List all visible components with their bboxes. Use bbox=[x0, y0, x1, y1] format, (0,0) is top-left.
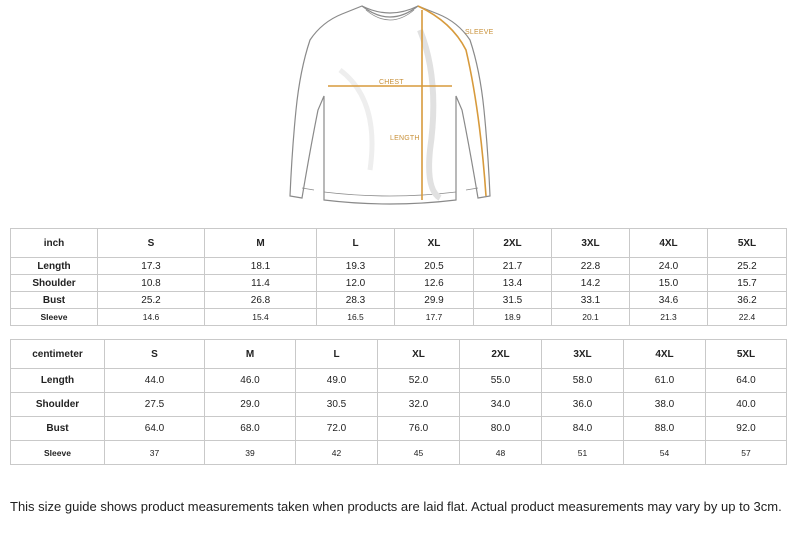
table-cell: 64.0 bbox=[706, 369, 787, 393]
shirt-body-outline bbox=[290, 6, 490, 204]
table-cell: 20.5 bbox=[395, 258, 474, 275]
table-cell: 40.0 bbox=[706, 393, 787, 417]
row-label: Length bbox=[11, 369, 105, 393]
size-header-4xl: 4XL bbox=[630, 229, 708, 258]
size-header-4xl: 4XL bbox=[624, 340, 706, 369]
size-header-5xl: 5XL bbox=[708, 229, 787, 258]
table-cell: 52.0 bbox=[378, 369, 460, 393]
table-cell: 17.3 bbox=[98, 258, 205, 275]
table-cell: 92.0 bbox=[706, 417, 787, 441]
table-cell: 49.0 bbox=[296, 369, 378, 393]
table-cell: 31.5 bbox=[474, 292, 552, 309]
table-cell: 32.0 bbox=[378, 393, 460, 417]
table-cell: 21.3 bbox=[630, 309, 708, 326]
table-cell: 18.1 bbox=[205, 258, 317, 275]
table-cell: 34.0 bbox=[460, 393, 542, 417]
table-cell: 25.2 bbox=[98, 292, 205, 309]
table-cell: 14.6 bbox=[98, 309, 205, 326]
size-header-5xl: 5XL bbox=[706, 340, 787, 369]
table-row bbox=[11, 309, 787, 326]
table-cell: 10.8 bbox=[98, 275, 205, 292]
row-label: Sleeve bbox=[11, 441, 105, 465]
table-cell: 88.0 bbox=[624, 417, 706, 441]
table-header-row bbox=[11, 340, 787, 369]
table-cell: 80.0 bbox=[460, 417, 542, 441]
table-cell: 29.9 bbox=[395, 292, 474, 309]
row-label: Shoulder bbox=[11, 393, 105, 417]
table-cell: 46.0 bbox=[205, 369, 296, 393]
size-header-3xl: 3XL bbox=[552, 229, 630, 258]
table-cell: 19.3 bbox=[317, 258, 395, 275]
table-cell: 34.6 bbox=[630, 292, 708, 309]
table-cell: 64.0 bbox=[105, 417, 205, 441]
table-cell: 14.2 bbox=[552, 275, 630, 292]
row-label: Bust bbox=[11, 417, 105, 441]
sleeve-label: SLEEVE bbox=[465, 29, 494, 36]
table-cell: 44.0 bbox=[105, 369, 205, 393]
table-header-row bbox=[11, 229, 787, 258]
unit-header: inch bbox=[11, 229, 98, 258]
table-cell: 36.0 bbox=[542, 393, 624, 417]
centimeter-size-table bbox=[10, 339, 787, 465]
table-cell: 38.0 bbox=[624, 393, 706, 417]
row-label: Length bbox=[11, 258, 98, 275]
table-cell: 48 bbox=[460, 441, 542, 465]
table-row bbox=[11, 258, 787, 275]
table-cell: 29.0 bbox=[205, 393, 296, 417]
table-cell: 51 bbox=[542, 441, 624, 465]
table-cell: 55.0 bbox=[460, 369, 542, 393]
table-cell: 61.0 bbox=[624, 369, 706, 393]
table-cell: 24.0 bbox=[630, 258, 708, 275]
table-cell: 12.0 bbox=[317, 275, 395, 292]
size-header-xl: XL bbox=[378, 340, 460, 369]
table-cell: 68.0 bbox=[205, 417, 296, 441]
table-cell: 84.0 bbox=[542, 417, 624, 441]
size-header-m: M bbox=[205, 229, 317, 258]
table-cell: 15.4 bbox=[205, 309, 317, 326]
long-sleeve-shirt-diagram bbox=[280, 0, 500, 210]
chest-label: CHEST bbox=[379, 79, 404, 86]
table-cell: 37 bbox=[105, 441, 205, 465]
table-cell: 72.0 bbox=[296, 417, 378, 441]
table-row bbox=[11, 275, 787, 292]
table-row bbox=[11, 369, 787, 393]
table-cell: 11.4 bbox=[205, 275, 317, 292]
table-cell: 26.8 bbox=[205, 292, 317, 309]
size-guide-note: This size guide shows product measurements taken when products are laid flat. Actual product measurements may vary by up to 3cm. bbox=[10, 499, 782, 514]
row-label: Shoulder bbox=[11, 275, 98, 292]
table-cell: 12.6 bbox=[395, 275, 474, 292]
size-header-l: L bbox=[317, 229, 395, 258]
table-cell: 28.3 bbox=[317, 292, 395, 309]
table-cell: 54 bbox=[624, 441, 706, 465]
inch-size-table bbox=[10, 228, 787, 326]
size-header-2xl: 2XL bbox=[474, 229, 552, 258]
table-cell: 21.7 bbox=[474, 258, 552, 275]
table-cell: 20.1 bbox=[552, 309, 630, 326]
table-cell: 45 bbox=[378, 441, 460, 465]
table-cell: 15.0 bbox=[630, 275, 708, 292]
table-cell: 16.5 bbox=[317, 309, 395, 326]
table-cell: 13.4 bbox=[474, 275, 552, 292]
size-header-2xl: 2XL bbox=[460, 340, 542, 369]
table-cell: 27.5 bbox=[105, 393, 205, 417]
size-header-l: L bbox=[296, 340, 378, 369]
table-cell: 15.7 bbox=[708, 275, 787, 292]
size-header-xl: XL bbox=[395, 229, 474, 258]
table-cell: 76.0 bbox=[378, 417, 460, 441]
row-label: Bust bbox=[11, 292, 98, 309]
table-cell: 25.2 bbox=[708, 258, 787, 275]
size-header-3xl: 3XL bbox=[542, 340, 624, 369]
table-cell: 42 bbox=[296, 441, 378, 465]
size-header-s: S bbox=[98, 229, 205, 258]
unit-header: centimeter bbox=[11, 340, 105, 369]
table-cell: 22.8 bbox=[552, 258, 630, 275]
size-header-s: S bbox=[105, 340, 205, 369]
table-row bbox=[11, 441, 787, 465]
table-row bbox=[11, 292, 787, 309]
table-cell: 30.5 bbox=[296, 393, 378, 417]
table-cell: 18.9 bbox=[474, 309, 552, 326]
length-label: LENGTH bbox=[390, 135, 420, 142]
table-cell: 57 bbox=[706, 441, 787, 465]
table-cell: 39 bbox=[205, 441, 296, 465]
table-cell: 58.0 bbox=[542, 369, 624, 393]
table-cell: 17.7 bbox=[395, 309, 474, 326]
table-cell: 33.1 bbox=[552, 292, 630, 309]
table-row bbox=[11, 393, 787, 417]
table-cell: 36.2 bbox=[708, 292, 787, 309]
table-cell: 22.4 bbox=[708, 309, 787, 326]
shirt-outline-illustration bbox=[280, 0, 500, 210]
size-header-m: M bbox=[205, 340, 296, 369]
table-row bbox=[11, 417, 787, 441]
row-label: Sleeve bbox=[11, 309, 98, 326]
